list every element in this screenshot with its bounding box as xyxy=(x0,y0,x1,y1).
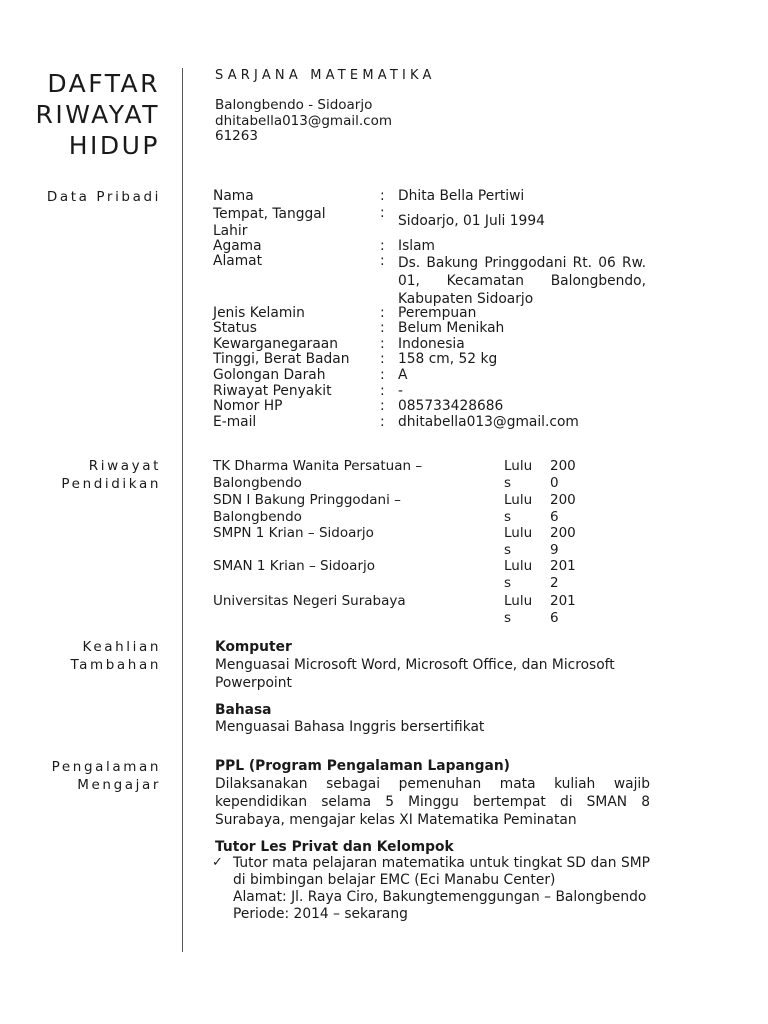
personal-colon: : xyxy=(380,253,385,269)
education-year: 2009 xyxy=(550,525,576,558)
education-status: Lulus xyxy=(504,558,533,591)
personal-colon: : xyxy=(380,188,385,204)
education-school: Universitas Negeri Surabaya xyxy=(213,593,406,609)
section-label-experience: Pengalaman Mengajar xyxy=(51,759,161,793)
experience-heading: Tutor Les Privat dan Kelompok xyxy=(215,839,454,855)
personal-label: Status xyxy=(213,320,257,336)
education-year: 2012 xyxy=(550,558,576,591)
education-school: SMAN 1 Krian – Sidoarjo xyxy=(213,558,376,574)
skill-text: Menguasai Microsoft Word, Microsoft Office, dan Microsoft Powerpoint xyxy=(215,657,615,691)
skill-heading: Komputer xyxy=(215,639,292,655)
experience-heading: PPL (Program Pengalaman Lapangan) xyxy=(215,758,510,774)
skill-text: Menguasai Bahasa Inggris bersertifikat xyxy=(215,719,485,735)
personal-value: 085733428686 xyxy=(398,398,504,414)
education-school: TK Dharma Wanita Persatuan – Balongbendo xyxy=(213,458,423,491)
education-school: SDN I Bakung Pringgodani – Balongbendo xyxy=(213,492,401,525)
personal-value: Indonesia xyxy=(398,336,465,352)
personal-label: E-mail xyxy=(213,414,257,430)
personal-colon: : xyxy=(380,367,385,383)
check-icon: ✓ xyxy=(212,855,223,870)
personal-label: Nomor HP xyxy=(213,398,283,414)
education-year: 2006 xyxy=(550,492,576,525)
tutor-details xyxy=(233,855,650,923)
education-row xyxy=(213,492,633,526)
personal-label: Golongan Darah xyxy=(213,367,326,383)
degree-heading: SARJANA MATEMATIKA xyxy=(215,68,436,83)
education-status: Lulus xyxy=(504,525,533,558)
skill-computer xyxy=(215,639,650,692)
personal-value: A xyxy=(398,367,408,383)
personal-label: Jenis Kelamin xyxy=(213,305,305,321)
personal-colon: : xyxy=(380,398,385,414)
skill-language xyxy=(215,702,650,736)
personal-value: Dhita Bella Pertiwi xyxy=(398,188,525,204)
title-line: HIDUP xyxy=(68,131,160,160)
personal-colon: : xyxy=(380,238,385,254)
personal-value: dhitabella013@gmail.com xyxy=(398,414,579,430)
personal-label: Agama xyxy=(213,238,262,254)
education-row xyxy=(213,593,633,627)
education-status: Lulus xyxy=(504,458,533,491)
personal-value: Islam xyxy=(398,238,435,254)
personal-label: Tempat, Tanggal Lahir xyxy=(213,206,326,239)
personal-value: 158 cm, 52 kg xyxy=(398,351,498,367)
personal-colon: : xyxy=(380,351,385,367)
personal-label: Alamat xyxy=(213,253,263,269)
section-label-skills: Keahlian Tambahan xyxy=(70,639,161,673)
contact-email: dhitabella013@gmail.com xyxy=(215,112,392,129)
personal-colon: : xyxy=(380,414,385,430)
personal-colon: : xyxy=(380,320,385,336)
contact-postcode: 61263 xyxy=(215,128,258,144)
contact-info xyxy=(215,98,392,145)
personal-value: Ds. Bakung Pringgodani Rt. 06 Rw. 01, Kecamatan Balongbendo, Kabupaten Sidoarjo xyxy=(398,255,646,307)
personal-colon: : xyxy=(380,383,385,399)
personal-colon: : xyxy=(380,305,385,321)
personal-value: - xyxy=(398,383,403,399)
personal-value: Perempuan xyxy=(398,305,477,321)
education-school: SMPN 1 Krian – Sidoarjo xyxy=(213,525,374,541)
section-label-education: Riwayat Pendidikan xyxy=(61,458,161,492)
vertical-divider xyxy=(182,68,183,952)
education-year: 2000 xyxy=(550,458,576,491)
personal-label: Nama xyxy=(213,188,254,204)
personal-value: Belum Menikah xyxy=(398,320,505,336)
personal-label: Tinggi, Berat Badan xyxy=(213,351,350,367)
experience-ppl xyxy=(215,758,650,829)
personal-colon: : xyxy=(380,205,385,221)
title-line: RIWAYAT xyxy=(35,100,160,129)
tutor-period: Periode: 2014 – sekarang xyxy=(233,906,408,922)
personal-label: Kewarganegaraan xyxy=(213,336,339,352)
experience-text: Dilaksanakan sebagai pemenuhan mata kuliah wajib kependidikan selama 5 Minggu bertempat di SMAN 8 Surabaya, mengajar kelas XI Matematika Peminatan xyxy=(215,776,650,828)
tutor-description: Tutor mata pelajaran matematika untuk tingkat SD dan SMP di bimbingan belajar EMC (Eci Manabu Center) xyxy=(233,855,650,888)
personal-label: Riwayat Penyakit xyxy=(213,383,332,399)
education-status: Lulus xyxy=(504,492,533,525)
section-label-personal: Data Pribadi xyxy=(46,189,161,205)
document-title xyxy=(20,68,160,161)
skill-heading: Bahasa xyxy=(215,702,272,718)
education-status: Lulus xyxy=(504,593,533,626)
title-line: DAFTAR xyxy=(47,69,160,98)
personal-value: Sidoarjo, 01 Juli 1994 xyxy=(398,213,545,229)
personal-colon: : xyxy=(380,336,385,352)
education-year: 2016 xyxy=(550,593,576,626)
tutor-address: Alamat: Jl. Raya Ciro, Bakungtemenggungan – Balongbendo xyxy=(233,889,647,905)
contact-address: Balongbendo - Sidoarjo xyxy=(215,97,373,113)
education-row xyxy=(213,558,633,592)
education-row xyxy=(213,525,633,559)
education-row xyxy=(213,458,633,492)
